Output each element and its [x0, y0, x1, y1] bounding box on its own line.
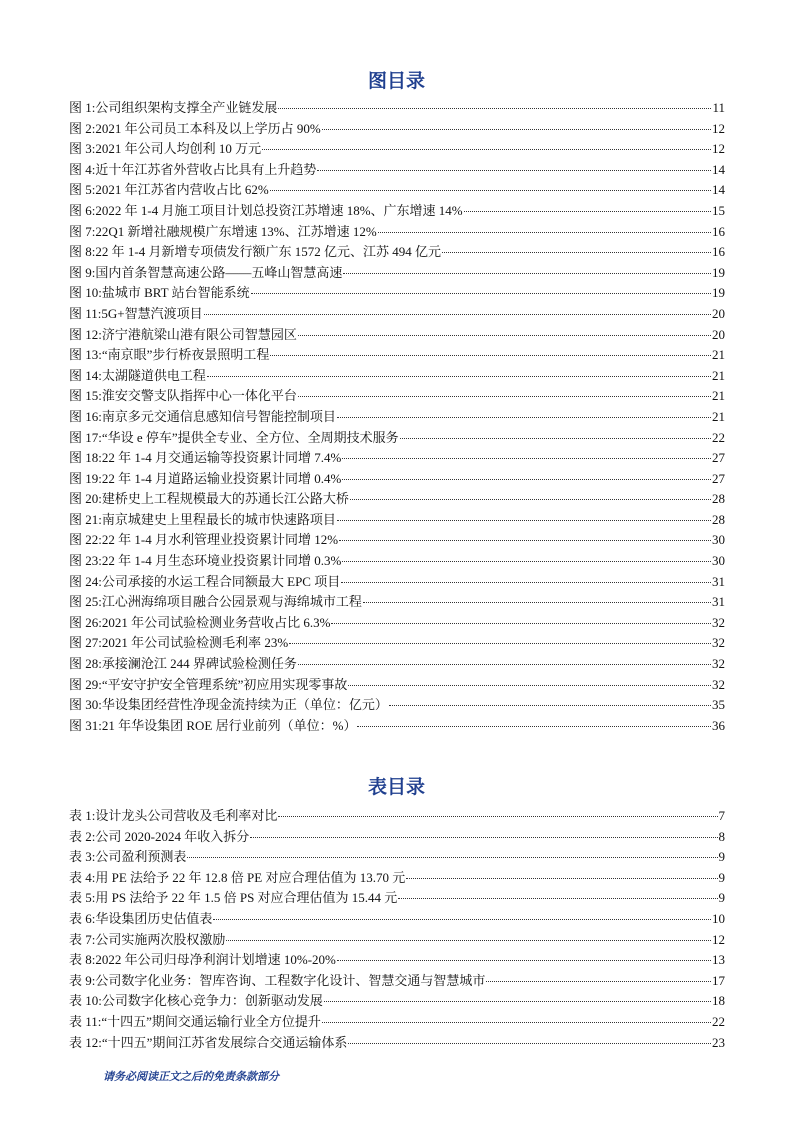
figure-entry[interactable] — [69, 633, 725, 654]
figure-entry-label: 图 11: — [69, 305, 102, 321]
figure-entry-title: 22 年 1-4 月新增专项债发行额广东 1572 亿元、江苏 494 亿元 — [95, 244, 441, 260]
figure-entry-page: 36 — [712, 717, 725, 733]
dot-leader — [270, 190, 711, 191]
dot-leader — [298, 664, 711, 665]
table-entry-title: “十四五”期间交通运输行业全方位提升 — [101, 1013, 321, 1029]
figure-entry-label: 图 1: — [69, 100, 96, 115]
dot-leader — [341, 582, 711, 583]
figure-entry-page: 30 — [712, 553, 725, 569]
dot-leader — [378, 232, 711, 233]
figure-entry-label: 图 5: — [69, 182, 96, 198]
table-entry-page: 9 — [718, 869, 725, 885]
figure-entry-page: 14 — [712, 161, 725, 177]
figure-entry-title: 盐城市 BRT 站台智能系统 — [101, 285, 250, 301]
table-entry-title: 公司实施两次股权激励 — [95, 931, 226, 947]
figure-entry[interactable] — [69, 428, 725, 449]
figure-entry-label: 图 10: — [69, 285, 102, 301]
figure-entry-page: 31 — [712, 573, 725, 589]
dot-leader — [343, 273, 711, 274]
table-entry-label: 表 10: — [69, 993, 102, 1009]
figure-entry-label: 图 27: — [69, 635, 102, 651]
figure-entry-page: 16 — [712, 244, 725, 260]
figure-entry-page: 12 — [712, 141, 725, 157]
figure-entry-page: 14 — [712, 182, 725, 198]
table-entry[interactable] — [69, 971, 725, 992]
table-entry[interactable] — [69, 888, 725, 909]
figure-entry[interactable] — [69, 489, 725, 510]
table-entry-title: 用 PE 法给予 22 年 12.8 倍 PE 对应合理估值为 13.70 元 — [95, 869, 406, 885]
table-entry-title: 用 PS 法给予 22 年 1.5 倍 PS 对应合理估值为 15.44 元 — [95, 890, 398, 906]
dot-leader — [342, 479, 711, 480]
figure-entry-title: 2021 年公司试验检测毛利率 23% — [101, 635, 289, 651]
figure-entry[interactable] — [69, 510, 725, 531]
figure-entry-page: 32 — [712, 614, 725, 630]
dot-leader — [350, 499, 711, 500]
dot-leader — [270, 355, 711, 356]
figure-entry-label: 图 3: — [69, 141, 96, 157]
figure-entry[interactable] — [69, 407, 725, 428]
dot-leader — [363, 602, 711, 603]
figure-entry-label: 图 31: — [69, 717, 102, 733]
dot-leader — [250, 837, 717, 838]
figure-entry-page: 11 — [712, 100, 725, 115]
figure-entry-label: 图 21: — [69, 511, 102, 527]
figure-entry-page: 27 — [712, 470, 725, 486]
dot-leader — [337, 520, 711, 521]
dot-leader — [187, 857, 717, 858]
figure-entry-title: 承接澜沧江 244 界碑试验检测任务 — [101, 656, 297, 672]
dot-leader — [262, 149, 711, 150]
figure-entry-label: 图 19: — [69, 470, 102, 486]
dot-leader — [289, 643, 711, 644]
figure-entry-page: 12 — [712, 120, 725, 136]
figure-entry-title: 22Q1 新增社融规模广东增速 13%、江苏增速 12% — [95, 223, 377, 239]
table-entry-title: 公司 2020-2024 年收入拆分 — [95, 828, 250, 844]
dot-leader — [337, 417, 711, 418]
figure-entry[interactable] — [69, 263, 725, 284]
table-entry[interactable] — [69, 847, 725, 868]
figure-entry-title: 淮安交警支队指挥中心一体化平台 — [101, 388, 297, 404]
figure-entry[interactable] — [69, 201, 725, 222]
table-entry-title: 公司数字化业务：智库咨询、工程数字化设计、智慧交通与智慧城市 — [95, 972, 486, 988]
figure-entry[interactable] — [69, 222, 725, 243]
figure-entry-page: 16 — [712, 223, 725, 239]
figure-entry-page: 27 — [712, 450, 725, 466]
figure-entry-label: 图 15: — [69, 388, 102, 404]
figure-entry-title: 2021 年江苏省内营收占比 62% — [95, 182, 269, 198]
table-entry[interactable] — [69, 909, 725, 930]
figure-entry-title: “平安守护安全管理系统”初应用实现零事故 — [101, 676, 348, 692]
figure-entry-label: 图 4: — [69, 161, 96, 177]
dot-leader — [486, 981, 711, 982]
dot-leader — [322, 1022, 711, 1023]
table-entry[interactable] — [69, 930, 725, 951]
table-entry[interactable] — [69, 1012, 725, 1033]
figure-entry-page: 30 — [712, 532, 725, 548]
table-entry-label: 表 6: — [69, 910, 96, 926]
figure-entry-title: 江心洲海绵项目融合公园景观与海绵城市工程 — [101, 594, 362, 610]
figure-entry[interactable] — [69, 345, 725, 366]
dot-leader — [317, 170, 711, 171]
figure-entry[interactable] — [69, 716, 725, 737]
figure-entry-page: 19 — [712, 264, 725, 280]
table-entry-label: 表 11: — [69, 1013, 102, 1029]
figure-entry-page: 21 — [712, 367, 725, 383]
figure-entry-title: 22 年 1-4 月水利管理业投资累计同增 12% — [101, 532, 339, 548]
figure-entry-title: 华设集团经营性净现金流持续为正（单位：亿元） — [101, 697, 388, 713]
dot-leader — [251, 293, 711, 294]
figure-entry[interactable] — [69, 242, 725, 263]
figure-entry-label: 图 16: — [69, 408, 102, 424]
table-entry-page: 9 — [718, 890, 725, 906]
figure-entry-page: 21 — [712, 388, 725, 404]
figure-entry-title: 公司承接的水运工程合同额最大 EPC 项目 — [101, 573, 341, 589]
figure-entry-label: 图 7: — [69, 223, 96, 239]
figure-entry-page: 28 — [712, 511, 725, 527]
table-entry-label: 表 1: — [69, 808, 96, 823]
figure-list — [69, 98, 725, 736]
dot-leader — [322, 129, 711, 130]
figure-entry-title: 建桥史上工程规模最大的苏通长江公路大桥 — [101, 491, 349, 507]
dot-leader — [342, 458, 711, 459]
figure-entry-title: 南京多元交通信息感知信号智能控制项目 — [101, 408, 336, 424]
figure-entry-title: 国内首条智慧高速公路——五峰山智慧高速 — [95, 264, 343, 280]
figure-entry-label: 图 12: — [69, 326, 102, 342]
figure-entry-label: 图 25: — [69, 594, 102, 610]
dot-leader — [278, 816, 717, 817]
table-entry-label: 表 5: — [69, 890, 96, 906]
figure-entry[interactable] — [69, 98, 725, 119]
table-entry-label: 表 3: — [69, 849, 96, 865]
table-list — [69, 806, 725, 1053]
figure-entry-label: 图 17: — [69, 429, 102, 445]
table-entry-page: 12 — [712, 931, 725, 947]
dot-leader — [348, 1043, 711, 1044]
table-entry-label: 表 12: — [69, 1034, 102, 1050]
dot-leader — [331, 623, 711, 624]
figure-entry-label: 图 30: — [69, 697, 102, 713]
table-entry-label: 表 4: — [69, 869, 96, 885]
table-entry-page: 10 — [712, 910, 725, 926]
figure-entry-page: 32 — [712, 656, 725, 672]
table-entry-page: 7 — [718, 808, 725, 823]
figure-entry-page: 19 — [712, 285, 725, 301]
table-entry-page: 23 — [712, 1034, 725, 1050]
table-entry-title: 设计龙头公司营收及毛利率对比 — [95, 808, 278, 823]
figure-entry-title: “南京眼”步行桥夜景照明工程 — [101, 347, 270, 363]
dot-leader — [389, 705, 711, 706]
figure-entry[interactable] — [69, 592, 725, 613]
table-entry-title: 2022 年公司归母净利润计划增速 10%-20% — [95, 952, 336, 968]
figure-entry[interactable] — [69, 304, 725, 325]
figure-entry-title: “华设 e 停车”提供全专业、全方位、全周期技术服务 — [101, 429, 399, 445]
figure-entry-label: 图 24: — [69, 573, 102, 589]
figure-entry[interactable] — [69, 180, 725, 201]
figure-entry[interactable] — [69, 119, 725, 140]
figure-entry[interactable] — [69, 366, 725, 387]
dot-leader — [278, 108, 711, 109]
figure-entry-label: 图 23: — [69, 553, 102, 569]
figure-entry[interactable] — [69, 469, 725, 490]
table-entry-page: 8 — [718, 828, 725, 844]
dot-leader — [398, 898, 717, 899]
figure-entry[interactable] — [69, 613, 725, 634]
table-entry-title: “十四五”期间江苏省发展综合交通运输体系 — [101, 1034, 348, 1050]
table-entry-label: 表 2: — [69, 828, 96, 844]
figure-entry-label: 图 28: — [69, 656, 102, 672]
figure-entry-title: 近十年江苏省外营收占比具有上升趋势 — [95, 161, 317, 177]
figure-entry[interactable] — [69, 530, 725, 551]
figure-entry-title: 21 年华设集团 ROE 居行业前列（单位：%） — [101, 717, 357, 733]
figure-entry[interactable] — [69, 386, 725, 407]
figure-entry-title: 5G+智慧汽渡项目 — [101, 305, 203, 321]
figure-entry[interactable] — [69, 695, 725, 716]
figure-entry-label: 图 8: — [69, 244, 96, 260]
figure-entry-title: 22 年 1-4 月交通运输等投资累计同增 7.4% — [101, 450, 342, 466]
figure-entry-label: 图 22: — [69, 532, 102, 548]
dot-leader — [324, 1001, 711, 1002]
figure-entry[interactable] — [69, 675, 725, 696]
table-entry-label: 表 7: — [69, 931, 96, 947]
table-entry-title: 公司盈利预测表 — [95, 849, 187, 865]
figure-entry-title: 济宁港航梁山港有限公司智慧园区 — [101, 326, 297, 342]
table-entry[interactable] — [69, 806, 725, 827]
figure-entry-page: 21 — [712, 347, 725, 363]
table-entry-page: 18 — [712, 993, 725, 1009]
figure-entry[interactable] — [69, 325, 725, 346]
figure-entry-page: 15 — [712, 202, 725, 218]
figure-entry-page: 31 — [712, 594, 725, 610]
figure-entry-label: 图 14: — [69, 367, 102, 383]
figure-list-title: 图目录 — [367, 70, 425, 92]
dot-leader — [339, 540, 711, 541]
figure-entry-label: 图 29: — [69, 676, 102, 692]
dot-leader — [298, 396, 711, 397]
table-entry-page: 9 — [718, 849, 725, 865]
figure-entry-title: 2021 年公司人均创利 10 万元 — [95, 141, 262, 157]
figure-entry-title: 2021 年公司试验检测业务营收占比 6.3% — [101, 614, 331, 630]
figure-entry-title: 太湖隧道供电工程 — [101, 367, 206, 383]
figure-entry-title: 2022 年 1-4 月施工项目计划总投资江苏增速 18%、广东增速 14% — [95, 202, 463, 218]
figure-entry-title: 22 年 1-4 月道路运输业投资累计同增 0.4% — [101, 470, 342, 486]
dot-leader — [357, 726, 711, 727]
figure-entry-label: 图 6: — [69, 202, 96, 218]
dot-leader — [213, 919, 711, 920]
table-entry-page: 22 — [712, 1013, 725, 1029]
footer-disclaimer: 请务必阅读正文之后的免责条款部分 — [103, 1070, 279, 1083]
figure-entry-page: 32 — [712, 676, 725, 692]
table-entry-label: 表 9: — [69, 972, 96, 988]
table-entry-title: 公司数字化核心竞争力：创新驱动发展 — [101, 993, 323, 1009]
table-entry[interactable] — [69, 991, 725, 1012]
table-entry[interactable] — [69, 950, 725, 971]
table-entry-title: 华设集团历史估值表 — [95, 910, 213, 926]
figure-entry-page: 20 — [712, 326, 725, 342]
dot-leader — [406, 878, 717, 879]
dot-leader — [348, 685, 711, 686]
table-list-title: 表目录 — [367, 776, 425, 798]
figure-entry[interactable] — [69, 139, 725, 160]
table-entry[interactable] — [69, 868, 725, 889]
dot-leader — [207, 376, 711, 377]
table-entry-label: 表 8: — [69, 952, 96, 968]
figure-entry-title: 2021 年公司员工本科及以上学历占 90% — [95, 120, 321, 136]
figure-entry[interactable] — [69, 160, 725, 181]
figure-entry-label: 图 2: — [69, 120, 96, 136]
figure-entry[interactable] — [69, 448, 725, 469]
dot-leader — [298, 335, 711, 336]
figure-entry-page: 32 — [712, 635, 725, 651]
figure-entry-title: 南京城建史上里程最长的城市快速路项目 — [101, 511, 336, 527]
dot-leader — [464, 211, 711, 212]
dot-leader — [400, 438, 711, 439]
dot-leader — [442, 252, 711, 253]
figure-entry[interactable] — [69, 572, 725, 593]
table-entry-page: 17 — [712, 972, 725, 988]
table-entry-page: 13 — [712, 952, 725, 968]
figure-entry-page: 21 — [712, 408, 725, 424]
figure-entry-label: 图 20: — [69, 491, 102, 507]
figure-entry-title: 22 年 1-4 月生态环境业投资累计同增 0.3% — [101, 553, 342, 569]
figure-entry[interactable] — [69, 654, 725, 675]
dot-leader — [226, 940, 711, 941]
figure-entry-label: 图 13: — [69, 347, 102, 363]
dot-leader — [204, 314, 711, 315]
figure-entry-label: 图 18: — [69, 450, 102, 466]
figure-entry-label: 图 26: — [69, 614, 102, 630]
dot-leader — [342, 561, 711, 562]
table-entry[interactable] — [69, 1033, 725, 1054]
table-entry[interactable] — [69, 827, 725, 848]
figure-entry-page: 22 — [712, 429, 725, 445]
figure-entry[interactable] — [69, 551, 725, 572]
figure-entry-page: 20 — [712, 305, 725, 321]
figure-entry[interactable] — [69, 283, 725, 304]
figure-entry-page: 35 — [712, 697, 725, 713]
dot-leader — [337, 960, 711, 961]
figure-entry-title: 公司组织架构支撑全产业链发展 — [95, 100, 278, 115]
figure-entry-label: 图 9: — [69, 264, 96, 280]
figure-entry-page: 28 — [712, 491, 725, 507]
